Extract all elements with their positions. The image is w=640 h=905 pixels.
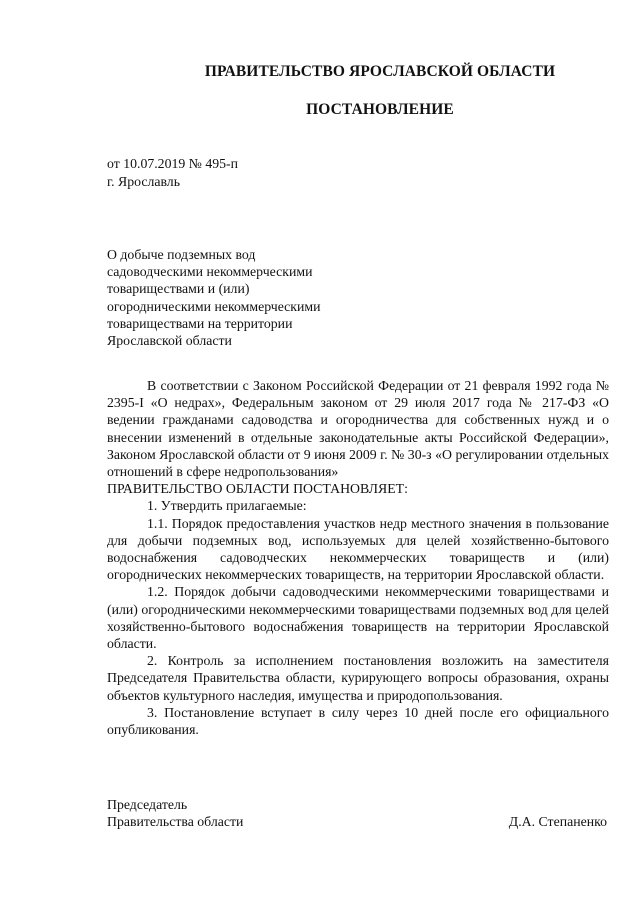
document-type-title: ПОСТАНОВЛЕНИЕ bbox=[306, 101, 454, 118]
signatory-title-line-1: Председатель bbox=[107, 797, 188, 812]
clause-3: 3. Постановление вступает в силу через 10 дней после его официального опубликования. bbox=[107, 704, 609, 738]
clause-2: 2. Контроль за исполнением постановления возложить на заместителя Председателя Правительства области, курирующего вопросы образования, охраны объектов культурного наследия, имущества и природопользования. bbox=[107, 653, 609, 703]
government-title: ПРАВИТЕЛЬСТВО ЯРОСЛАВСКОЙ ОБЛАСТИ bbox=[204, 63, 556, 80]
subject-line: товариществами и (или) bbox=[107, 281, 250, 297]
subject-line: Ярославской области bbox=[107, 333, 232, 349]
subject-line: товариществами на территории bbox=[107, 315, 293, 331]
clause-1-2: 1.2. Порядок добычи садоводческими некоммерческими товариществами и (или) огородническими некоммерческими товариществами подземных вод для целей хозяйственно-бытового водоснабжения товариществ на территории Ярославской области. bbox=[107, 584, 609, 652]
signatory-title-line-2: Правительства области bbox=[107, 814, 244, 830]
resolves-line: ПРАВИТЕЛЬСТВО ОБЛАСТИ ПОСТАНОВЛЯЕТ: bbox=[107, 481, 408, 497]
subject-line: О добыче подземных вод bbox=[107, 247, 256, 262]
signatory-name: Д.А. Степаненко bbox=[508, 814, 607, 830]
subject-block bbox=[107, 246, 321, 349]
document-body bbox=[107, 377, 609, 738]
signature-block bbox=[107, 796, 607, 830]
clause-1: 1. Утвердить прилагаемые: bbox=[147, 498, 307, 514]
date-and-number: от 10.07.2019 № 495-п bbox=[107, 156, 239, 171]
place: г. Ярославль bbox=[107, 174, 180, 189]
preamble-paragraph: В соответствии с Законом Российской Федерации от 21 февраля 1992 года № 2395-I «О недрах», Федеральным законом от 29 июля 2017 года № 217-ФЗ «О ведении гражданами садоводства и огородничества для собственных нужд и о внесении изменений в отдельные законодательные акты Российской Федерации», Законом Ярославской области от 9 июня 2009 г. № 30-з «О регулировании отдельных отношений в сфере недропользования» bbox=[107, 378, 609, 480]
clause-1-1: 1.1. Порядок предоставления участков недр местного значения в пользование для добычи подземных вод, используемых для целей хозяйственно-бытового водоснабжения садоводческих некоммерческих товариществ и (или) огороднических некоммерческих товариществ, на территории Ярославской области. bbox=[107, 515, 609, 583]
subject-line: огородническими некоммерческими bbox=[107, 298, 321, 314]
subject-line: садоводческими некоммерческими bbox=[107, 264, 313, 280]
